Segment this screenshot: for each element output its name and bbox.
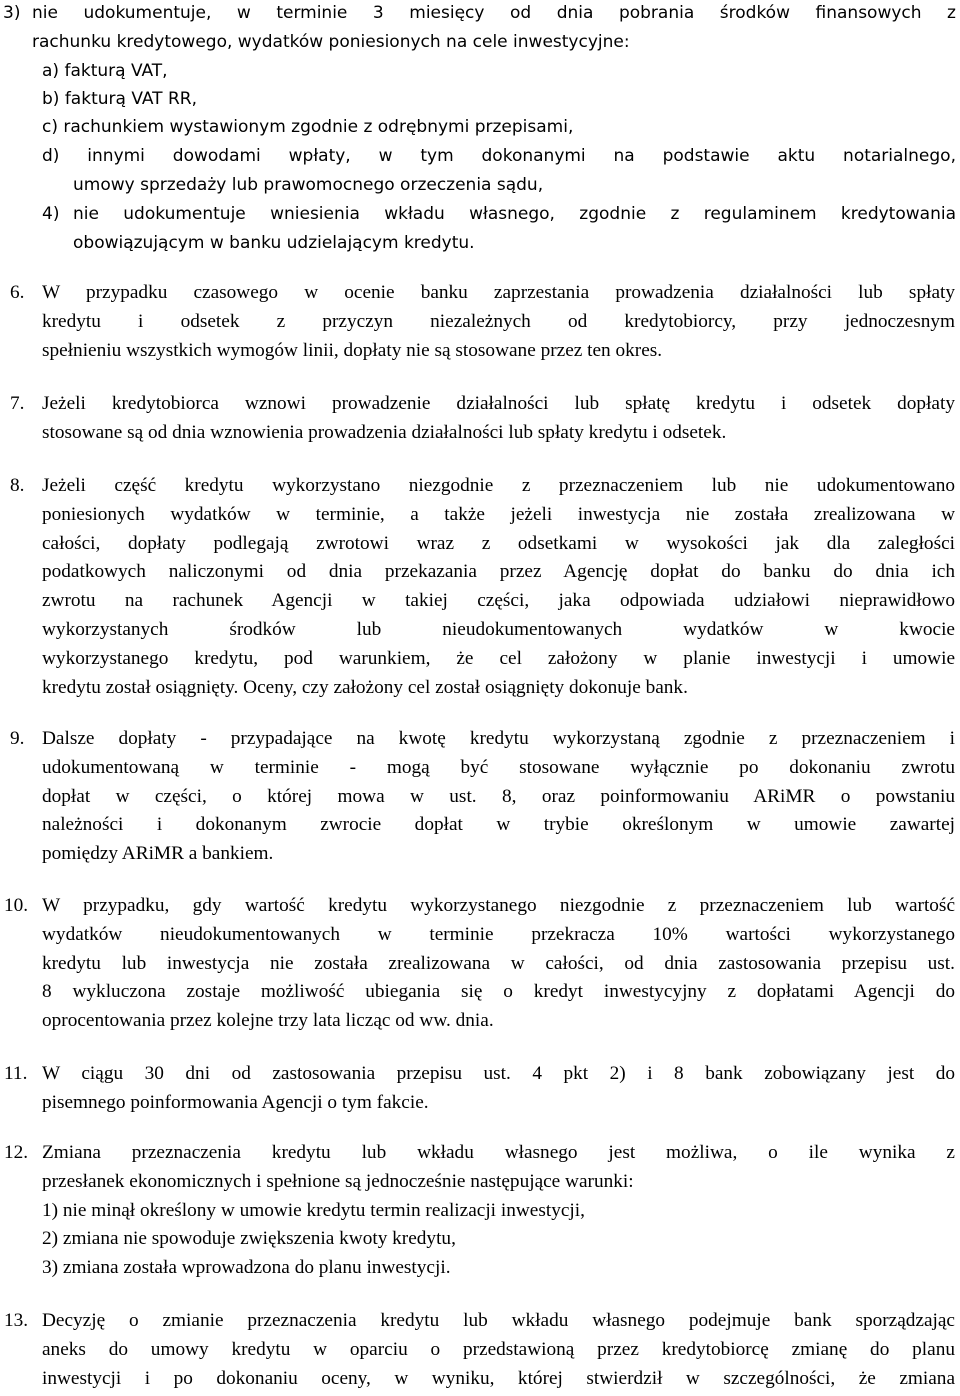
paragraph-9-line: udokumentowaną w terminie - mogą być stosowane wyłącznie po dokonaniu zwrotu	[42, 756, 955, 778]
item-3-number: 3)	[3, 3, 21, 23]
item-3-line-2: rachunku kredytowego, wydatków poniesionych na cele inwestycyjne:	[32, 32, 630, 52]
paragraph-10-line: wydatków nieudokumentowanych w terminie przekracza 10% wartości wykorzystanego	[42, 923, 955, 945]
paragraph-9-line: dopłat w części, o której mowa w ust. 8, oraz poinformowaniu ARiMR o powstaniu	[42, 785, 955, 807]
paragraph-12-condition: 3) zmiana została wprowadzona do planu inwestycji.	[42, 1257, 451, 1279]
paragraph-6-text	[42, 279, 955, 365]
paragraph-10-line: oprocentowania przez kolejne trzy lata licząc od ww. dnia.	[42, 1010, 494, 1032]
paragraph-13-line: Decyzję o zmianie przeznaczenia kredytu lub wkładu własnego podejmuje bank sporządzając	[42, 1310, 955, 1331]
paragraph-11-line: pisemnego poinformowania Agencji o tym fakcie.	[42, 1091, 429, 1113]
paragraph-10-number: 10.	[4, 895, 29, 916]
paragraph-8-line: podatkowych naliczonymi od dnia przekazania przez Agencję dopłat do banku do dnia ich	[42, 561, 955, 583]
paragraph-8-number: 8.	[10, 475, 25, 496]
paragraph-8-line: Jeżeli część kredytu wykorzystano niezgodnie z przeznaczeniem lub nie udokumentowano	[42, 475, 955, 496]
item-3-sub-d-line-1: d) innymi dowodami wpłaty, w tym dokonanymi na podstawie aktu notarialnego,	[42, 146, 956, 166]
paragraph-8-text	[42, 472, 955, 702]
paragraph-12-line: przesłanek ekonomicznych i spełnione są jednocześnie następujące warunki:	[42, 1170, 634, 1192]
paragraph-7-text	[42, 390, 955, 448]
paragraph-12-number: 12.	[4, 1142, 29, 1163]
paragraph-12-condition: 1) nie minął określony w umowie kredytu termin realizacji inwestycji,	[42, 1199, 585, 1221]
paragraph-6-line: spełnieniu wszystkich wymogów linii, dopłaty nie są stosowane przez ten okres.	[42, 339, 663, 361]
item-4-number: 4)	[42, 204, 60, 224]
paragraph-9-text	[42, 725, 955, 869]
paragraph-13-line: inwestycji i po dokonaniu oceny, w wyniku, której stwierdził w szczególności, że zmiana	[42, 1367, 955, 1389]
paragraph-7-line: stosowane są od dnia wznowienia prowadzenia działalności lub spłaty kredytu i odsetek.	[42, 421, 727, 443]
paragraph-11-text	[42, 1060, 955, 1118]
paragraph-9-line: pomiędzy ARiMR a bankiem.	[42, 843, 274, 865]
paragraph-9-line: należności i dokonanym zwrocie dopłat w trybie określonym w umowie zawartej	[42, 814, 955, 836]
paragraph-8-line: kredytu został osiągnięty. Oceny, czy założony cel został osiągnięty dokonuje bank.	[42, 676, 688, 698]
paragraph-11-line: W ciągu 30 dni od zastosowania przepisu ust. 4 pkt 2) i 8 bank zobowiązany jest do	[42, 1063, 955, 1084]
item-4-line-1: nie udokumentuje wniesienia wkładu własnego, zgodnie z regulaminem kredytowania	[73, 204, 956, 224]
paragraph-8-line: wykorzystanego kredytu, pod warunkiem, że cel założony w planie inwestycji i umowie	[42, 647, 955, 669]
paragraph-10-text	[42, 892, 955, 1036]
paragraph-6-line: kredytu i odsetek z przyczyn niezależnych od kredytobiorcy, przy jednoczesnym	[42, 310, 955, 332]
item-3-line-1: nie udokumentuje, w terminie 3 miesięcy od dnia pobrania środków finansowych z	[32, 3, 956, 23]
item-3-sub-c: c) rachunkiem wystawionym zgodnie z odrębnymi przepisami,	[42, 117, 574, 137]
paragraph-12-text	[42, 1139, 955, 1283]
paragraph-10-line: W przypadku, gdy wartość kredytu wykorzystanego niezgodnie z przeznaczeniem lub wartość	[42, 895, 955, 916]
item-3-sub-d-line-2: umowy sprzedaży lub prawomocnego orzeczenia sądu,	[73, 175, 544, 195]
item-4-line-2: obowiązującym w banku udzielającym kredytu.	[73, 233, 475, 253]
item-3-sub-b: b) fakturą VAT RR,	[42, 89, 197, 109]
paragraph-13-line: aneks do umowy kredytu w oparciu o przedstawioną przez kredytobiorcę zmianę do planu	[42, 1338, 955, 1360]
item-3-sub-a: a) fakturą VAT,	[42, 61, 168, 81]
paragraph-10-line: 8 wykluczona zostaje możliwość ubiegania się o kredyt inwestycyjny z dopłatami Agencji do	[42, 981, 955, 1003]
paragraph-6-line: W przypadku czasowego w ocenie banku zaprzestania prowadzenia działalności lub spłaty	[42, 282, 955, 303]
paragraph-10-line: kredytu lub inwestycja nie została zrealizowana w całości, od dnia zastosowania przepisu ust.	[42, 952, 955, 974]
paragraph-9-number: 9.	[10, 728, 25, 749]
paragraph-12-condition: 2) zmiana nie spowoduje zwiększenia kwoty kredytu,	[42, 1228, 456, 1250]
paragraph-8-line: zwrotu na rachunek Agencji w takiej części, jaka odpowiada udziałowi nieprawidłowo	[42, 590, 955, 612]
paragraph-8-line: całości, dopłaty podlegają zwrotowi wraz z odsetkami w wysokości jak dla zaległości	[42, 532, 955, 554]
paragraph-8-line: wykorzystanych środków lub nieudokumentowanych wydatków w kwocie	[42, 618, 955, 640]
paragraph-9-line: Dalsze dopłaty - przypadające na kwotę kredytu wykorzystaną zgodnie z przeznaczeniem i	[42, 728, 955, 749]
paragraph-13-text	[42, 1307, 955, 1393]
paragraph-7-line: Jeżeli kredytobiorca wznowi prowadzenie działalności lub spłatę kredytu i odsetek dopłaty	[42, 393, 955, 414]
paragraph-7-number: 7.	[10, 393, 25, 414]
paragraph-11-number: 11.	[4, 1063, 28, 1084]
paragraph-6-number: 6.	[10, 282, 25, 303]
paragraph-12-line: Zmiana przeznaczenia kredytu lub wkładu własnego jest możliwa, o ile wynika z	[42, 1142, 955, 1163]
paragraph-8-line: poniesionych wydatków w terminie, a także jeżeli inwestycja nie została zrealizowana w	[42, 503, 955, 525]
paragraph-13-number: 13.	[4, 1310, 29, 1331]
